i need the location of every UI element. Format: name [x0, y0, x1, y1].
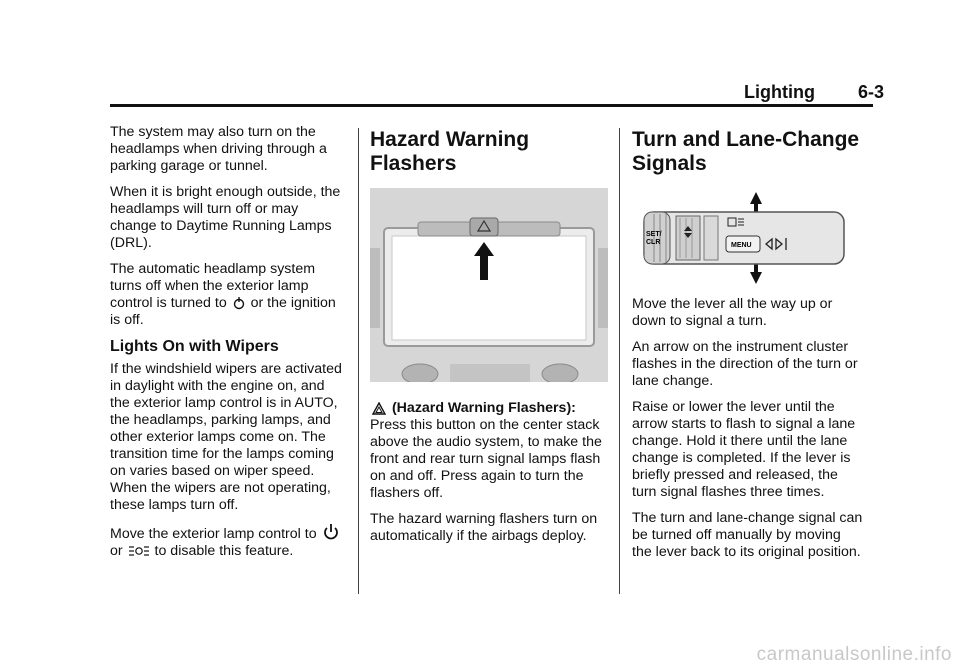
paragraph: Raise or lower the lever until the arrow starts to flash to signal a lane change. Hold it there until the lane change is completed. If the lever is briefly pressed and released, the turn signal flashes three times.	[632, 399, 856, 500]
paragraph: The hazard warning flashers turn on automatically if the airbags deploy.	[370, 511, 598, 544]
section-title: Lighting	[743, 82, 815, 102]
text: to disable this feature.	[154, 543, 294, 559]
text: or the ignition is off.	[110, 295, 336, 328]
page-number: 6-3	[857, 82, 884, 102]
column-divider	[358, 128, 359, 594]
text: The automatic headlamp system turns off when the exterior lamp control is turned to	[110, 261, 316, 311]
watermark-logo: carmanualsonline.info	[756, 644, 952, 665]
paragraph: If the windshield wipers are activated in daylight with the engine on, and the exterior lamp control is in AUTO, the headlamps, parking lamps, and other exterior lamps come on. The transition time for the lamps coming on varies based on wiper speed. When the wipers are not operating, these lamps turn off.	[110, 361, 342, 513]
lever-set-label: SET/	[646, 231, 662, 238]
text: Move the exterior lamp control to	[110, 526, 317, 542]
header-rule	[110, 104, 873, 107]
parking-lamp-icon	[129, 544, 149, 558]
section-heading: Turn and Lane-Change Signals	[632, 128, 860, 175]
page-header	[744, 82, 884, 103]
paragraph	[110, 261, 342, 329]
subsection-title: Lights On with Wipers	[110, 338, 279, 355]
paragraph: When it is bright enough outside, the headlamps will turn off or may change to Daytime Running Lamps (DRL).	[110, 184, 341, 251]
hazard-icon	[372, 402, 386, 415]
hazard-label: (Hazard Warning Flashers):	[391, 400, 576, 416]
off-icon	[233, 296, 245, 310]
column-2	[370, 128, 610, 554]
section-heading: Hazard Warning Flashers	[370, 128, 530, 175]
paragraph	[370, 400, 610, 502]
paragraph: An arrow on the instrument cluster flashes in the direction of the turn or lane change.	[632, 339, 858, 389]
paragraph: The turn and lane-change signal can be turned off manually by moving the lever back to its original position.	[632, 510, 863, 560]
turn-signal-lever-illustration	[632, 188, 854, 288]
column-3	[632, 128, 864, 570]
lever-menu-label: MENU	[731, 242, 752, 249]
hazard-button-illustration	[370, 188, 608, 382]
paragraph: The system may also turn on the headlamps when driving through a parking garage or tunnel.	[110, 124, 327, 174]
paragraph	[110, 523, 342, 560]
text: Press this button on the center stack above the audio system, to make the front and rear turn signal lamps flash on and off. Press again to turn the flashers off.	[370, 417, 602, 501]
lever-clr-label: CLR	[646, 239, 661, 246]
column-1	[110, 124, 342, 569]
column-divider	[619, 128, 620, 594]
power-icon	[323, 523, 339, 541]
text: or	[110, 543, 123, 559]
paragraph: Move the lever all the way up or down to signal a turn.	[632, 296, 833, 329]
